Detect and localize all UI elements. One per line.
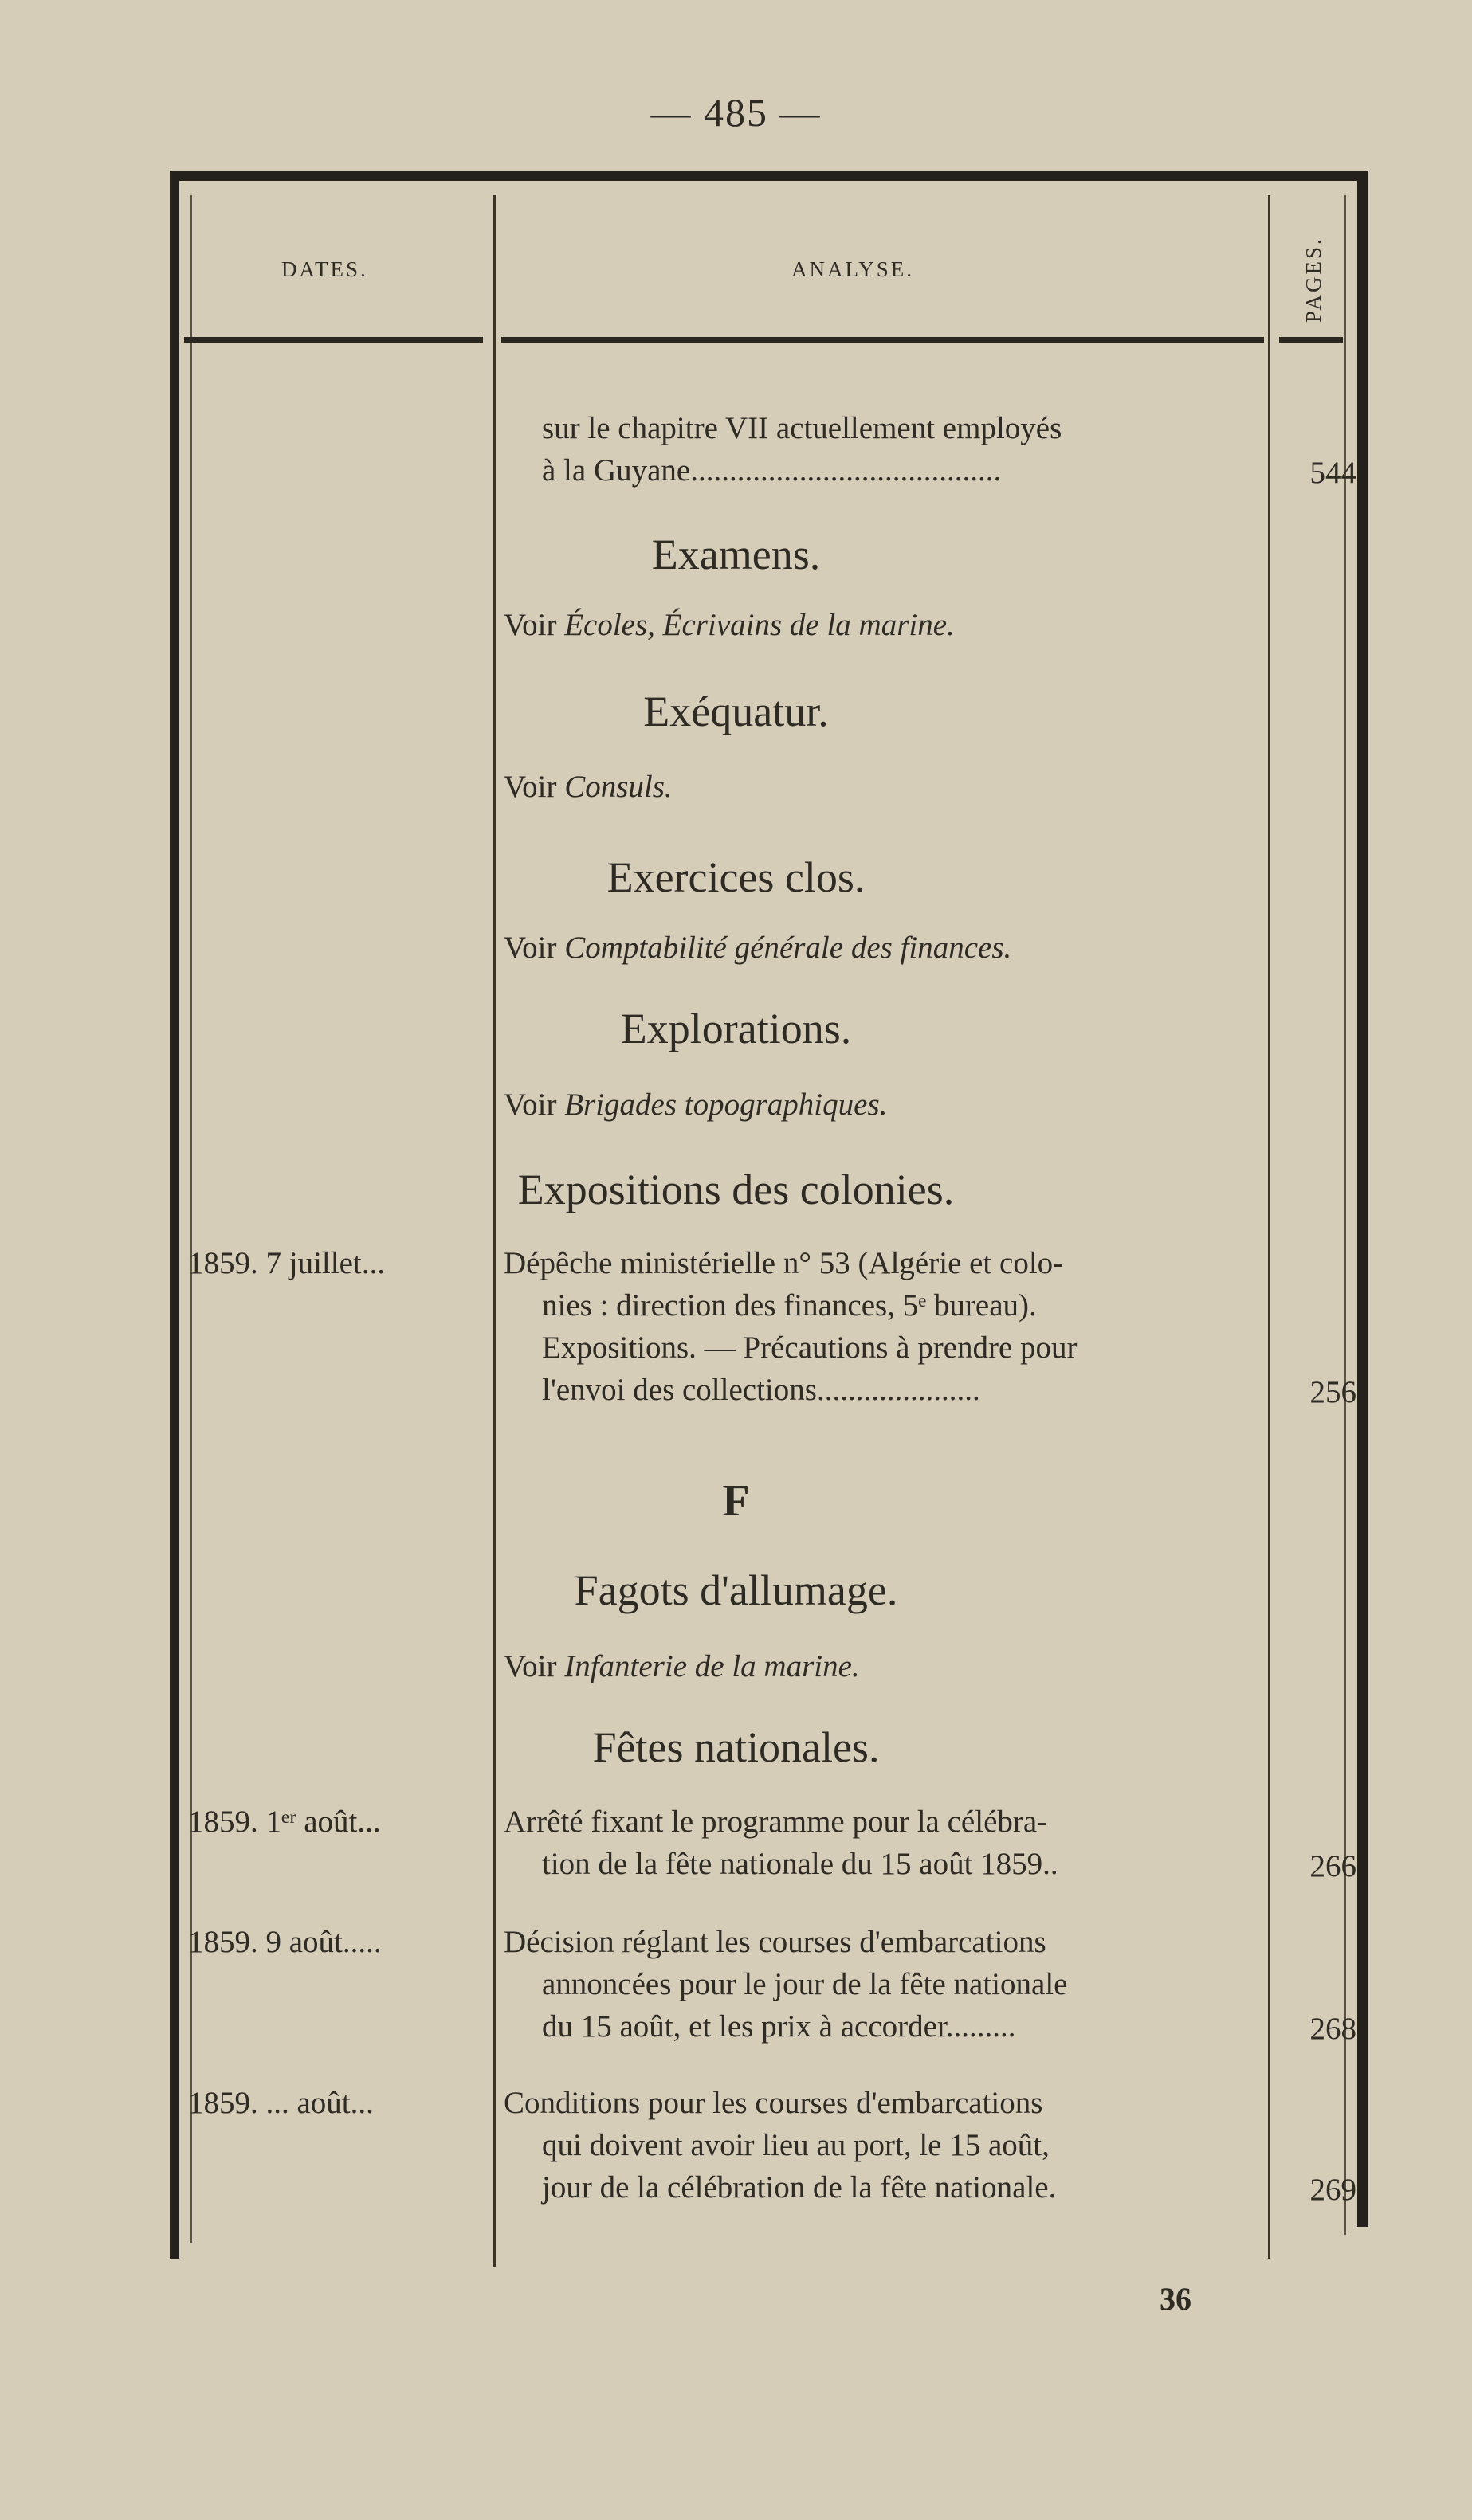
page-number: — 485 — (650, 90, 822, 135)
reference-target: Consuls. (564, 770, 673, 804)
entry-line: qui doivent avoir lieu au port, le 15 août, (542, 2128, 1050, 2162)
column-header-pages: PAGES. (1301, 237, 1325, 323)
section-heading: Explorations. (620, 1005, 852, 1052)
inner-right-rule (1344, 195, 1346, 2235)
header-rule-analyse (501, 337, 1264, 343)
cross-reference (504, 1089, 887, 1120)
entry-line: Dépêche ministérielle n° 53 (Algérie et colo- (504, 1246, 1064, 1280)
entry-line: Conditions pour les courses d'embarcations (504, 2086, 1043, 2120)
column-header-dates: DATES. (281, 257, 368, 281)
page-reference: 256 (1309, 1375, 1356, 1409)
voir-label: Voir (504, 931, 557, 965)
cross-reference (504, 609, 955, 641)
reference-target: Infanterie de la marine. (564, 1649, 860, 1683)
entry-date: 1859. ... août... (188, 2086, 374, 2120)
column-header-analyse: ANALYSE. (791, 257, 915, 281)
entry-line: sur le chapitre VII actuellement employés (542, 411, 1062, 445)
reference-target: Écoles, Écrivains de la marine. (564, 608, 955, 642)
entry-line: tion de la fête nationale du 15 août 1859.. (542, 1847, 1058, 1881)
column-divider-dates (493, 195, 496, 2267)
reference-target: Comptabilité générale des finances. (564, 931, 1012, 965)
cross-reference (504, 771, 673, 802)
table-top-border (170, 171, 1367, 181)
entry-line: Expositions. — Précautions à prendre pour (542, 1331, 1078, 1365)
signature-mark: 36 (1160, 2281, 1191, 2317)
section-heading: Expositions des colonies. (517, 1166, 955, 1213)
voir-label: Voir (504, 608, 557, 642)
entry-line: jour de la célébration de la fête nationale. (542, 2170, 1057, 2205)
entry-line: l'envoi des collections..................... (542, 1373, 980, 1407)
entry-date: 1859. 9 août..... (188, 1925, 382, 1959)
section-heading: Fêtes nationales. (592, 1723, 880, 1771)
page-reference: 266 (1309, 1849, 1356, 1883)
page-reference: 544 (1309, 456, 1356, 490)
section-heading: Examens. (651, 531, 821, 578)
entry-date: 1859. 1ᵉʳ août... (188, 1805, 381, 1839)
voir-label: Voir (504, 770, 557, 804)
entry-line: du 15 août, et les prix à accorder......... (542, 2009, 1016, 2044)
page-reference: 268 (1309, 2012, 1356, 2046)
cross-reference (504, 1651, 860, 1682)
entry-line: Décision réglant les courses d'embarcations (504, 1925, 1046, 1959)
cross-reference (504, 932, 1011, 963)
reference-target: Brigades topographiques. (564, 1088, 888, 1122)
letter-heading: F (722, 1476, 750, 1526)
voir-label: Voir (504, 1088, 557, 1122)
table-left-border (170, 171, 179, 2259)
section-heading: Exéquatur. (643, 688, 829, 735)
column-divider-pages (1268, 195, 1270, 2259)
header-rule-dates (184, 337, 483, 343)
section-heading: Exercices clos. (606, 853, 866, 901)
section-heading: Fagots d'allumage. (574, 1566, 898, 1614)
entry-line: Arrêté fixant le programme pour la célébra- (504, 1805, 1048, 1839)
voir-label: Voir (504, 1649, 557, 1683)
entry-line: annoncées pour le jour de la fête nationale (542, 1967, 1068, 2001)
entry-date: 1859. 7 juillet... (188, 1246, 385, 1280)
entry-line: à la Guyane........................................ (542, 453, 1002, 488)
page-reference: 269 (1309, 2173, 1356, 2207)
header-rule-pages (1279, 337, 1343, 343)
entry-line: nies : direction des finances, 5ᵉ bureau). (542, 1288, 1037, 1323)
